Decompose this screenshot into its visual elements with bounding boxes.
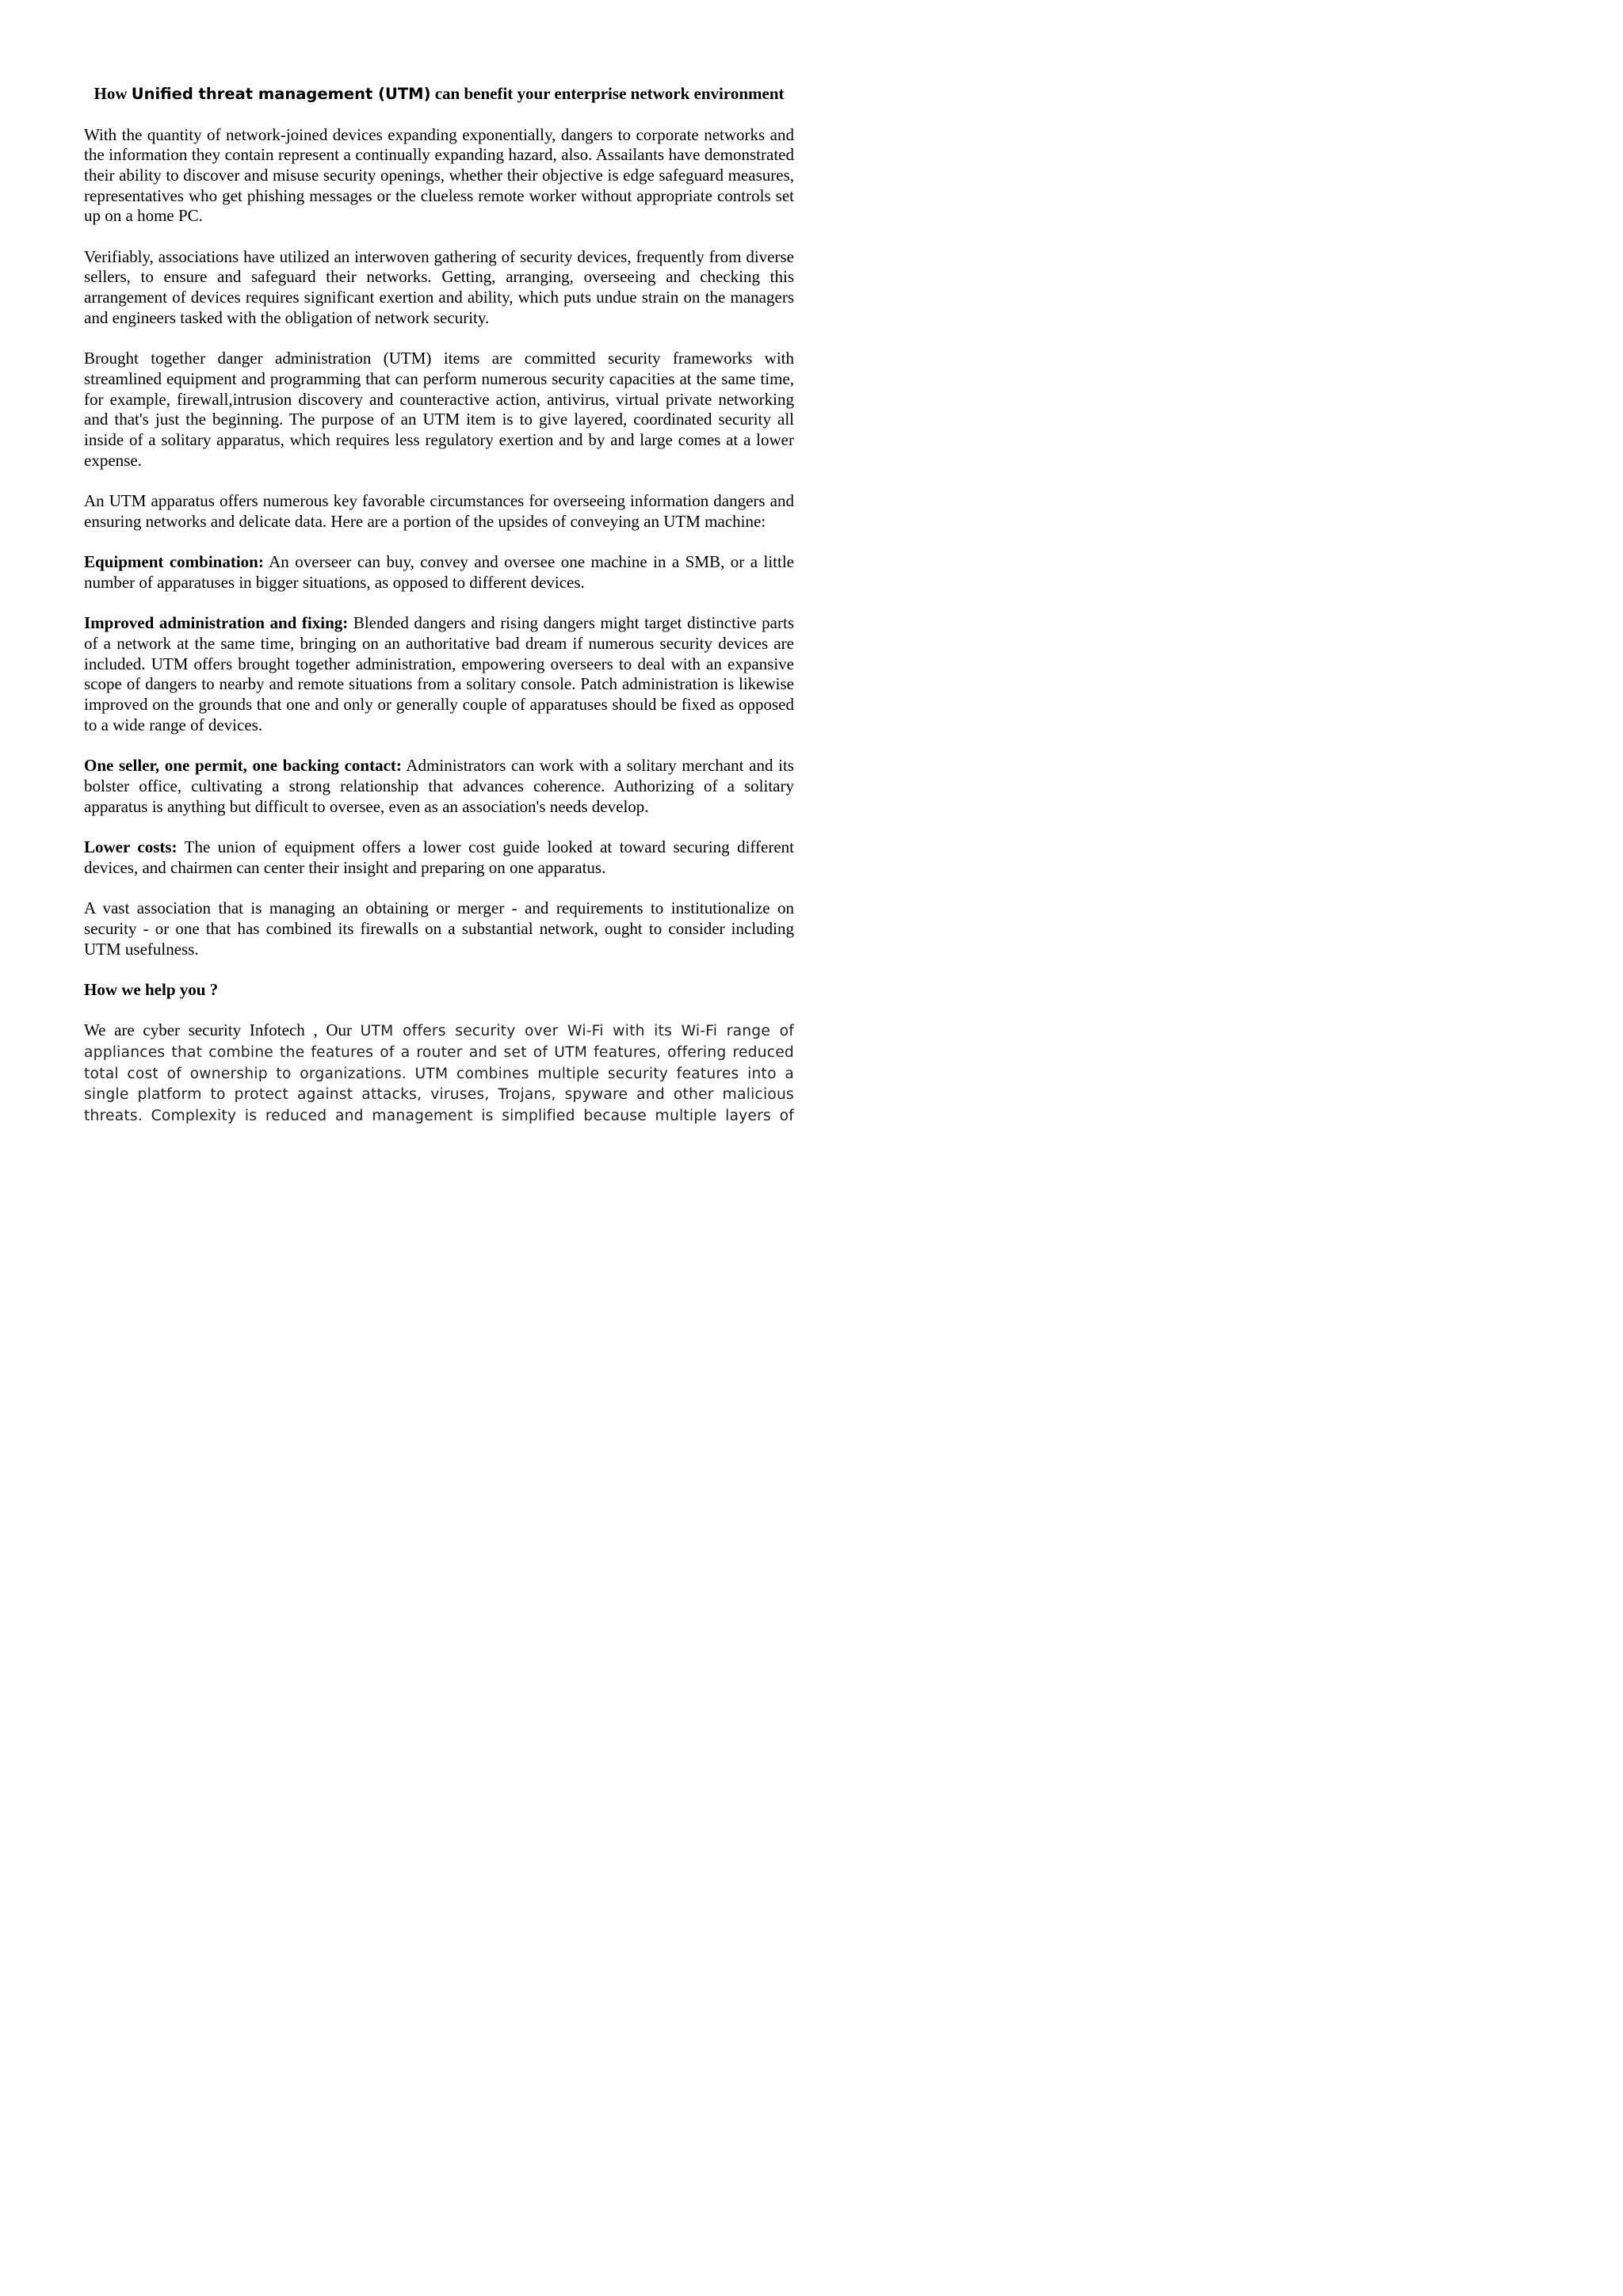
document-title <box>84 84 794 105</box>
benefit-label: Lower costs: <box>84 837 178 856</box>
help-serif-part: We are cyber security Infotech , Our <box>84 1020 361 1040</box>
benefit-label: One seller, one permit, one backing contact: <box>84 756 402 776</box>
benefit-item <box>84 837 794 878</box>
benefit-text: An overseer can buy, convey and oversee one machine in a SMB, or a little number of apparatuses in bigger situations, as opposed to different devices. <box>84 552 794 592</box>
document-page <box>0 0 872 1233</box>
benefit-label: Improved administration and fixing: <box>84 613 349 633</box>
help-heading: How we help you ? <box>84 979 219 999</box>
benefit-item <box>84 756 794 817</box>
benefit-item <box>84 613 794 735</box>
benefit-text: The union of equipment offers a lower cost guide looked at toward securing different devices, and chairmen can center their insight and preparing on one apparatus. <box>84 837 794 877</box>
benefit-text: Administrators can work with a solitary merchant and its bolster office, cultivating a strong relationship that advances coherence. Authorizing of a solitary apparatus is anything but difficult to oversee, even as an association's needs develop. <box>84 756 794 816</box>
benefit-label: Equipment combination: <box>84 552 264 572</box>
document-body <box>84 84 794 1146</box>
title-suffix: can benefit your enterprise network environment <box>430 84 785 103</box>
utm-definition-paragraph: Brought together danger administration (UTM) items are committed security frameworks with streamlined equipment and programming that can perform numerous security capacities at the same time, for example, firewall,intrusion discovery and counteractive action, antivirus, virtual private networking and that's just the beginning. The purpose of an UTM item is to give layered, coordinated security all inside of a solitary apparatus, which requires less regulatory exertion and by and large comes at a lower expense. <box>84 349 794 470</box>
benefit-item <box>84 552 794 593</box>
title-sans-part: Unified threat management (UTM) <box>131 85 431 103</box>
help-paragraph <box>84 1020 794 1127</box>
benefit-text: Blended dangers and rising dangers might target distinctive parts of a network at the same time, bringing on an authoritative bad dream if numerous security devices are included. UTM offers brought together administration, empowering overseers to deal with an expansive scope of dangers to nearby and remote situations from a solitary console. Patch administration is likewise improved on the grounds that one and only or generally couple of apparatuses should be fixed as opposed to a wide range of devices. <box>84 613 794 734</box>
help-sans-part: UTM offers security over Wi-Fi with its Wi-Fi range of appliances that combine the features of a router and set of UTM features, offering reduced total cost of ownership to organizations. UTM combines multiple security features into a single platform to protect against attacks, viruses, Trojans, spyware and other malicious threats. Complexity is reduced and management is simplified because multiple layers of <box>84 1023 794 1125</box>
intro-paragraph: With the quantity of network-joined devices expanding exponentially, dangers to corporate networks and the information they contain represent a continually expanding hazard, also. Assailants have demonstrated their ability to discover and misuse security openings, whether their objective is edge safeguard measures, representatives who get phishing messages or the clueless remote worker without appropriate controls set up on a home PC. <box>84 124 794 226</box>
history-paragraph: Verifiably, associations have utilized an interwoven gathering of security devices, frequently from diverse sellers, to ensure and safeguard their networks. Getting, arranging, overseeing and checking this arrangement of devices requires significant exertion and ability, which puts undue strain on the managers and engineers tasked with the obligation of network security. <box>84 246 794 327</box>
title-prefix: How <box>94 84 132 103</box>
benefits-intro-paragraph: An UTM apparatus offers numerous key favorable circumstances for overseeing information dangers and ensuring networks and delicate data. Here are a portion of the upsides of conveying an UTM machine: <box>84 491 794 531</box>
closing-paragraph: A vast association that is managing an obtaining or merger - and requirements to institutionalize on security - or one that has combined its firewalls on a substantial network, ought to consider including UTM usefulness. <box>84 898 794 959</box>
